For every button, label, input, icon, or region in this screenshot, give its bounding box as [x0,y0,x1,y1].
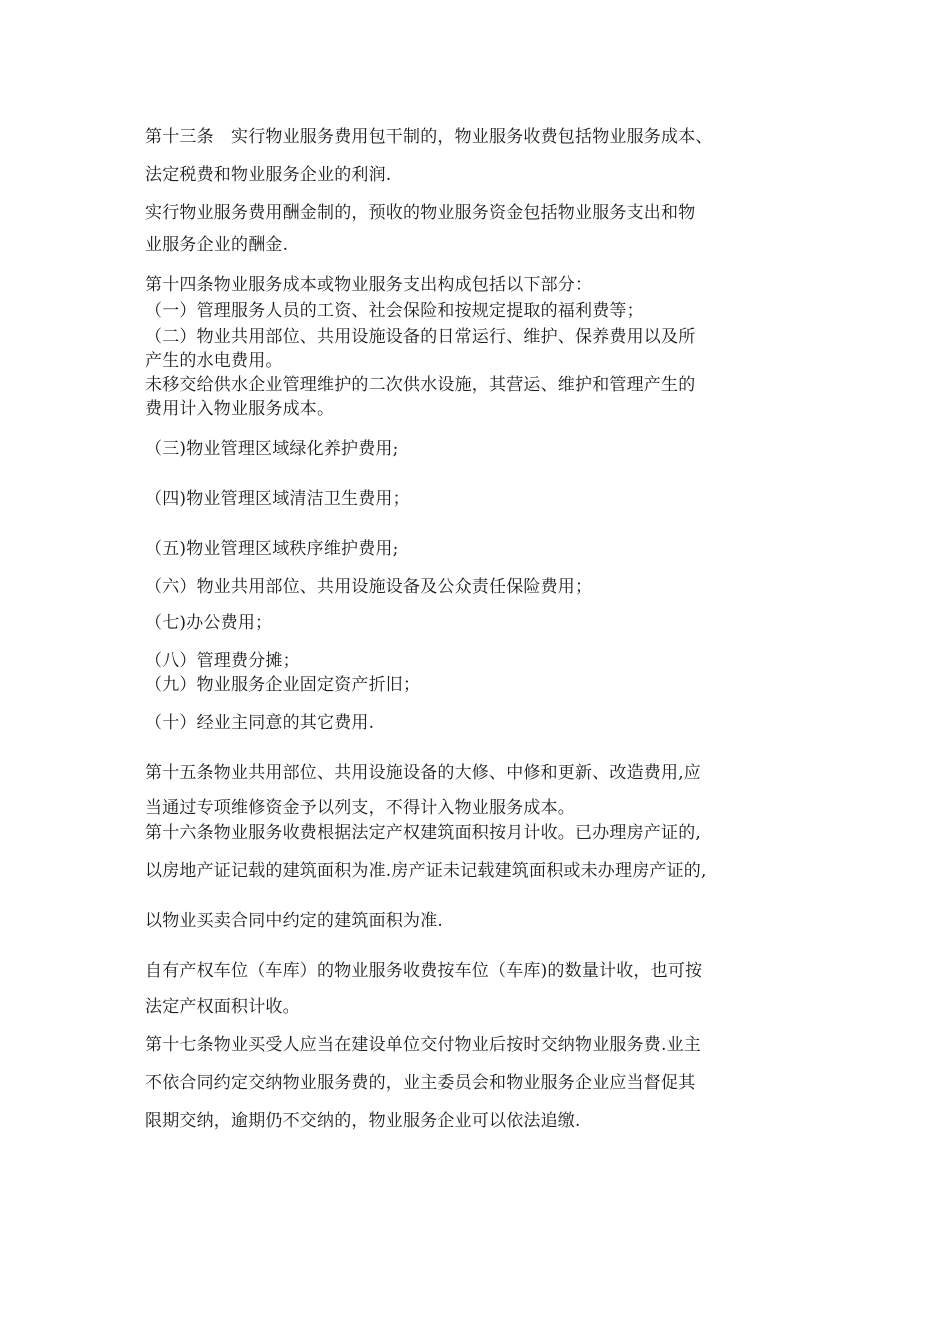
text-line: 以物业买卖合同中约定的建筑面积为准. [145,911,444,931]
text-line: 产生的水电费用。 [145,351,283,371]
text-line: （四)物业管理区域清洁卫生费用； [145,489,410,509]
text-line: （八）管理费分摊； [145,651,300,671]
text-line: （六）物业共用部位、共用设施设备及公众责任保险费用； [145,577,593,597]
text-line: （十）经业主同意的其它费用. [145,713,375,733]
text-line: （一）管理服务人员的工资、社会保险和按规定提取的福利费等； [145,301,644,321]
text-line: 未移交给供水企业管理维护的二次供水设施，其营运、维护和管理产生的 [145,375,696,395]
text-line: 第十七条物业买受人应当在建设单位交付物业后按时交纳物业服务费.业主 [145,1035,702,1055]
text-line: 实行物业服务费用酬金制的，预收的物业服务资金包括物业服务支出和物 [145,203,696,223]
text-line: 限期交纳，逾期仍不交纳的，物业服务企业可以依法追缴. [145,1111,581,1131]
text-line: 自有产权车位（车库）的物业服务收费按车位（车库)的数量计收，也可按 [145,961,703,981]
text-line: 不依合同约定交纳物业服务费的，业主委员会和物业服务企业应当督促其 [145,1073,696,1093]
text-line: 当通过专项维修资金予以列支，不得计入物业服务成本。 [145,798,575,818]
text-line: （九）物业服务企业固定资产折旧； [145,675,421,695]
text-line: 业服务企业的酬金. [145,235,289,255]
text-line: （七)办公费用； [145,613,273,633]
text-line: 第十五条物业共用部位、共用设施设备的大修、中修和更新、改造费用,应 [145,763,702,783]
text-line: 法定税费和物业服务企业的利润. [145,165,392,185]
text-line: 法定产权面积计收。 [145,997,300,1017]
text-line: （二）物业共用部位、共用设施设备的日常运行、维护、保养费用以及所 [145,327,696,347]
text-line: 第十四条物业服务成本或物业服务支出构成包括以下部分： [145,275,593,295]
text-line: 第十三条 实行物业服务费用包干制的，物业服务收费包括物业服务成本、 [145,127,713,147]
text-line: （五)物业管理区域秩序维护费用; [145,539,399,559]
text-line: 第十六条物业服务收费根据法定产权建筑面积按月计收。已办理房产证的, [145,823,702,843]
text-line: 费用计入物业服务成本。 [145,399,335,419]
text-line: 以房地产证记载的建筑面积为准.房产证未记载建筑面积或未办理房产证的, [145,861,707,881]
text-line: （三)物业管理区域绿化养护费用; [145,439,399,459]
